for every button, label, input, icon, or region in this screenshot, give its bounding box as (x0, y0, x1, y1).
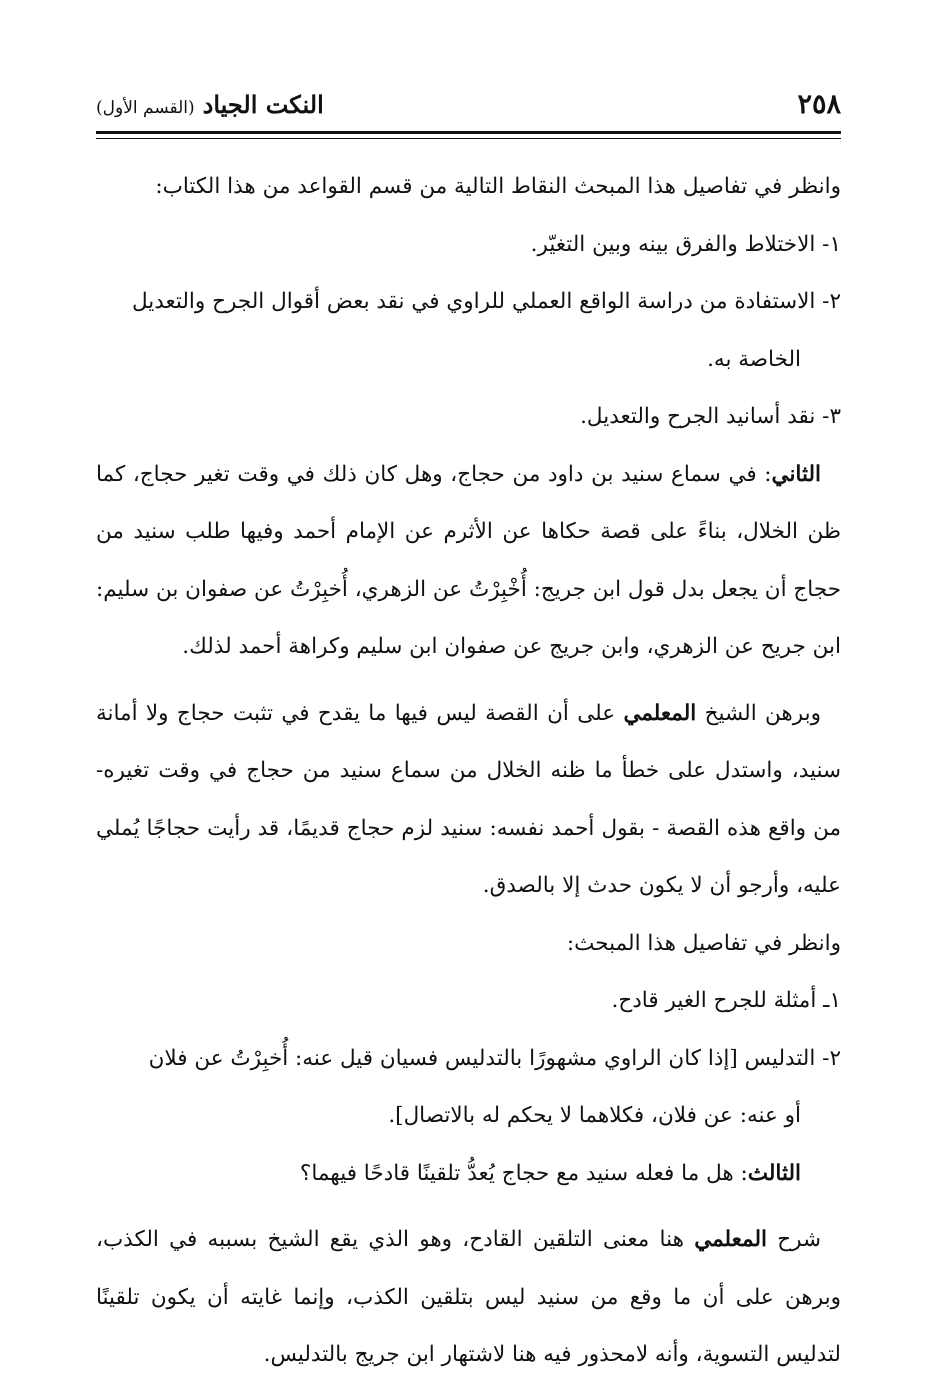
paragraph-text: شرح (766, 1227, 821, 1252)
header-rule-thin (96, 138, 841, 139)
paragraph-label: الثاني (771, 461, 821, 487)
page-number: ٢٥٨ (797, 88, 841, 120)
paragraph-text: : في سماع سنيد بن داود من حجاج، وهل كان ذلك في وقت تغير حجاج، كما ظن الخلال، بناءً على قصة حكاها عن الأثرم عن الإمام أحمد وفيها طلب سنيد من حجاج أن يجعل بدل قول ابن جريج: أُخْبِرْتُ عن الزهري، أُخبِرْتُ عن صفوان بن سليم: ابن جريح عن الزهري، وابن جريج عن صفوان ابن سليم وكراهة أحمد لذلك. (95, 461, 841, 659)
list-item-continuation: أو عنه: عن فلان، فكلاهما لا يحكم له بالاتصال]. (388, 1103, 801, 1128)
paragraph-text: وبرهن الشيخ (696, 700, 821, 726)
page-body (96, 158, 841, 1384)
paragraph-label: الثالث (747, 1160, 801, 1186)
paragraph-text: هنا معنى التلقين القادح، وهو الذي يقع الشيخ بسببه في الكذب، وبرهن على أن ما وقع من سنيد ليس بتلقين الكذب، وإنما غايته أن يكون تلقينًا لتدليس التسوية، وأنه لامحذور فيه هنا لاشتهار ابن جريج بالتدليس. (96, 1227, 841, 1367)
paragraph-text: : هل ما فعله سنيد مع حجاج يُعدُّ تلقينًا قادحًا فيهما؟ (299, 1160, 748, 1186)
intro-paragraph: وانظر في تفاصيل هذا المبحث النقاط التالية من قسم القواعد من هذا الكتاب: (155, 174, 841, 199)
paragraph-second (96, 446, 841, 676)
header-rule-thick (96, 131, 841, 134)
see-also-paragraph: وانظر في تفاصيل هذا المبحث: (566, 930, 841, 956)
list-item: ١- الاختلاط والفرق بينه وبين التغيّر. (530, 231, 841, 257)
list-item-continuation: الخاصة به. (707, 346, 801, 372)
running-title (96, 90, 324, 119)
page-header (96, 82, 841, 126)
list-item: ٣- نقد أسانيد الجرح والتعديل. (580, 404, 841, 429)
paragraph-explanation (96, 1211, 841, 1384)
paragraph-text: على أن القصة ليس فيها ما يقدح في تثبت حجاج ولا أمانة سنيد، واستدل على خطأ ما ظنه الخلال من سماع سنيد من حجاج في وقت تغيره- من واقع هذه القصة - بقول أحمد نفسه: سنيد لزم حجاج قديمًا، قد رأيت حجاجًا يُملي عليه، وأرجو أن لا يكون حدث إلا بالصدق. (96, 700, 841, 898)
paragraph-third (96, 1145, 841, 1203)
paragraph-proof (96, 685, 841, 915)
list-item: ٢- الاستفادة من دراسة الواقع العملي للراوي في نقد بعض أقوال الجرح والتعديل (131, 289, 841, 314)
book-title: النكت الجياد (202, 89, 324, 119)
list-item: ٢- التدليس [إذا كان الراوي مشهورًا بالتدليس فسيان قيل عنه: أُخبِرْتُ عن فلان (148, 1045, 841, 1071)
author-name: المعلمي (623, 700, 697, 726)
author-name: المعلمي (694, 1227, 767, 1252)
section-note: (القسم الأول) (96, 97, 195, 118)
list-item: ١ـ أمثلة للجرح الغير قادح. (611, 988, 841, 1013)
